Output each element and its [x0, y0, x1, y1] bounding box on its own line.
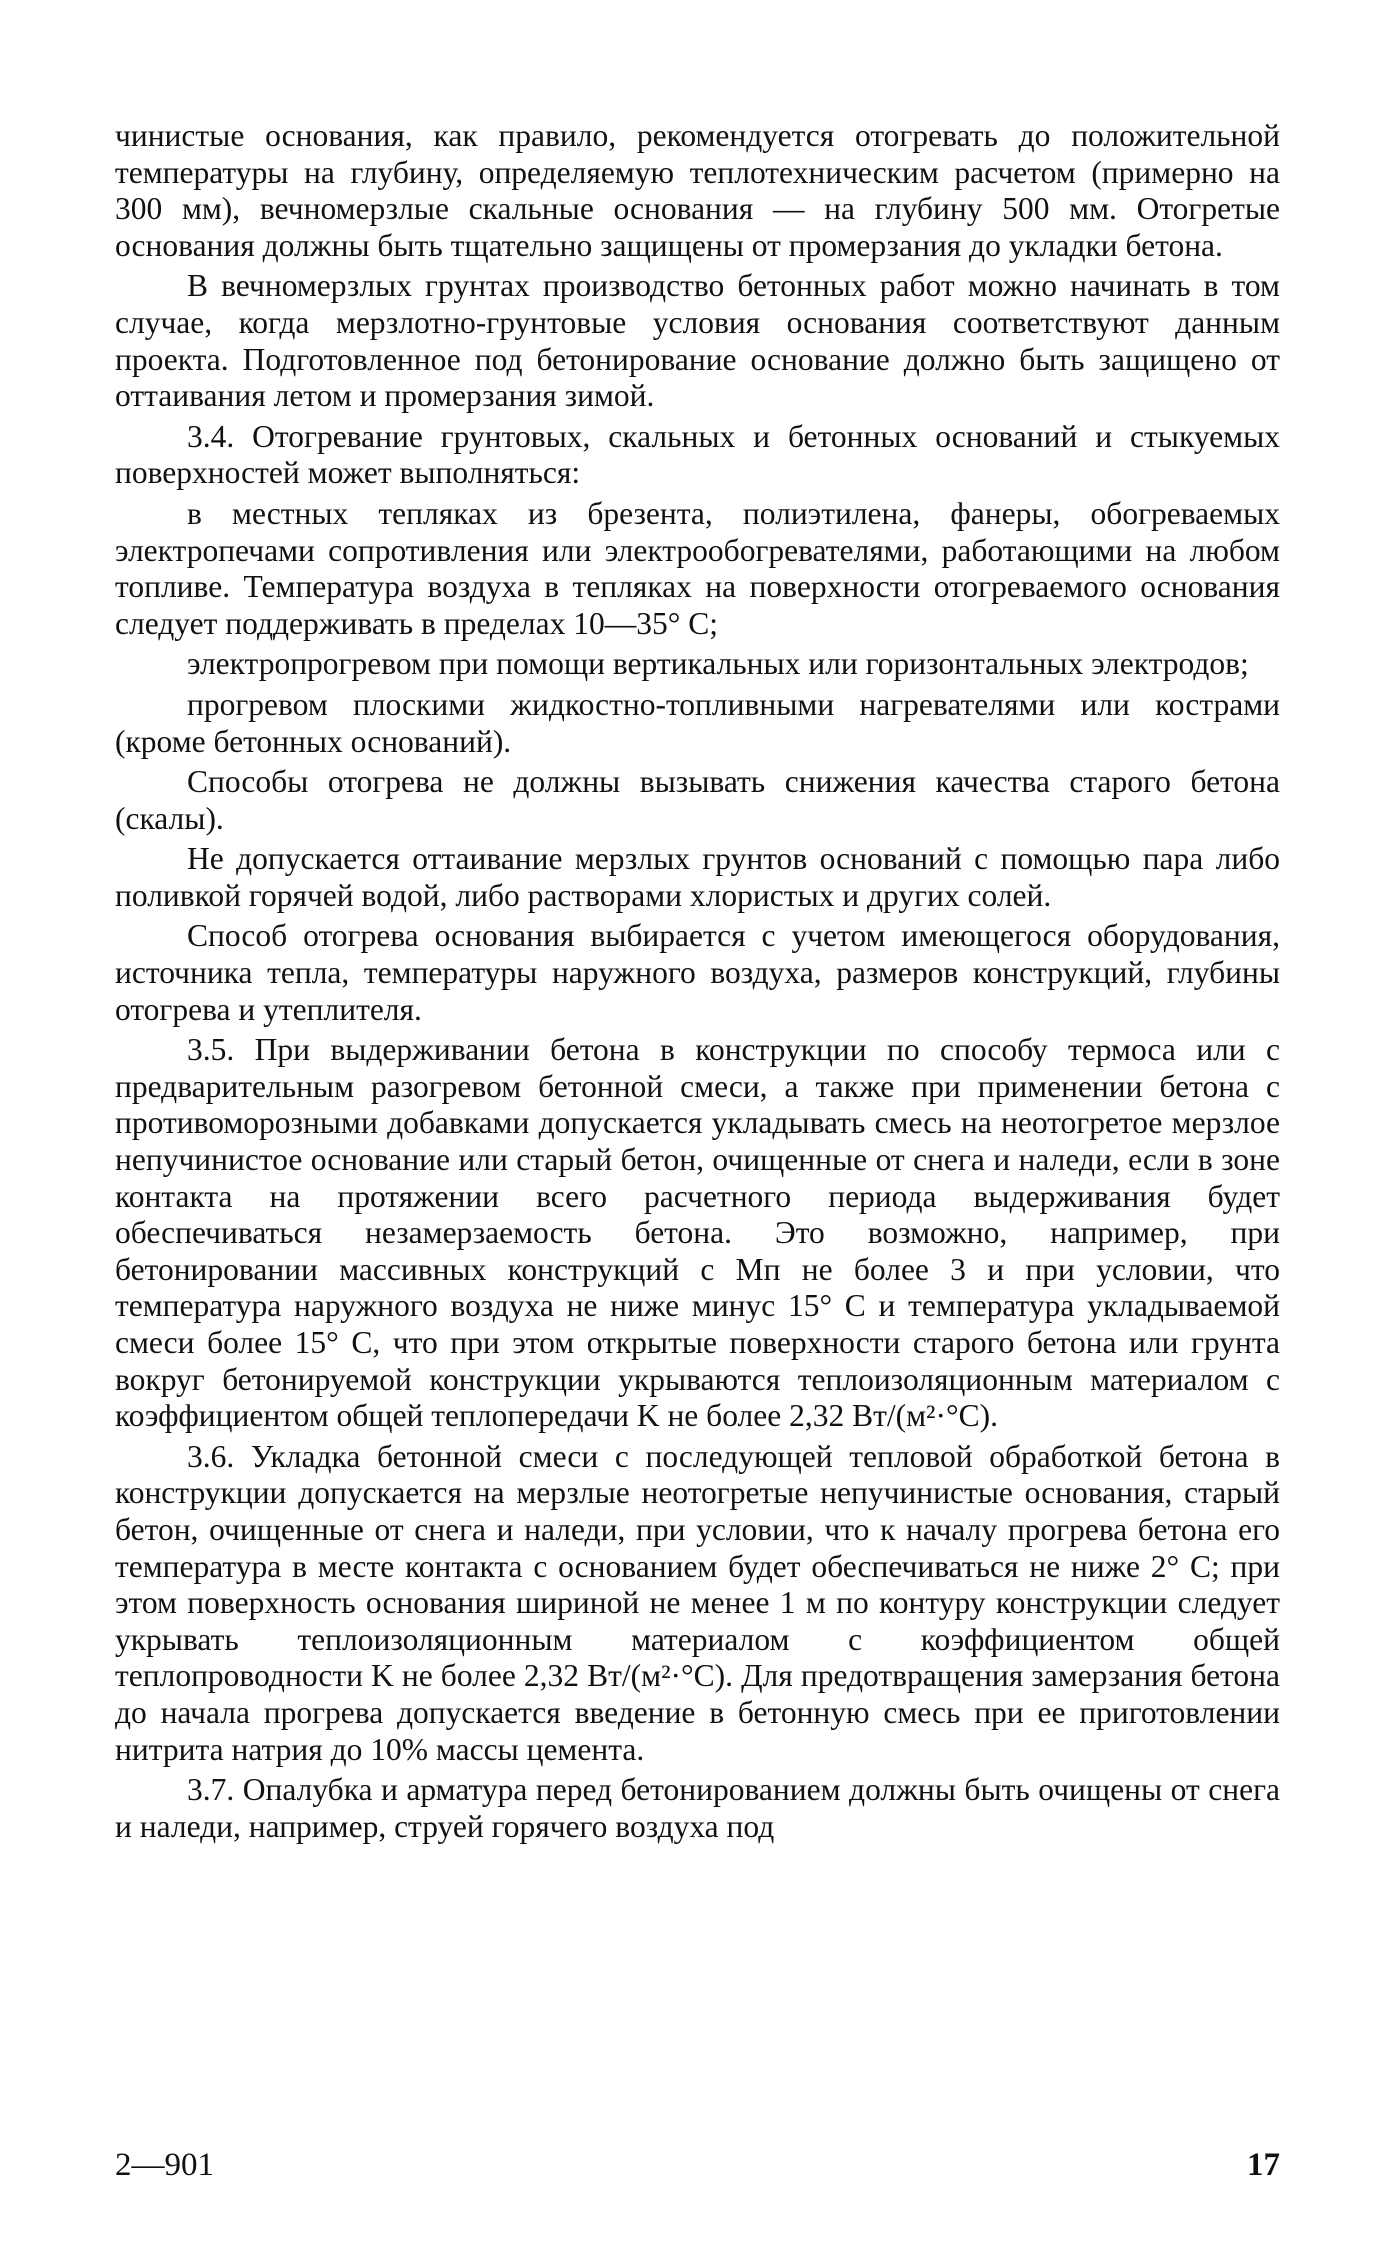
printer-signature: 2—901 — [115, 2147, 214, 2183]
paragraph: прогревом плоскими жидкостно-топливными нагревателями или кострами (кроме бетонных оснований). — [115, 686, 1280, 759]
paragraph: чинистые основания, как правило, рекомендуется отогревать до положительной температуры на глубину, определяемую теплотехническим расчетом (примерно на 300 мм), вечномерзлые скальные основания — на глубину 500 мм. Отогретые основания должны быть тщательно защищены от промерзания до укладки бетона. — [115, 118, 1280, 263]
paragraph: 3.4. Отогревание грунтовых, скальных и бетонных оснований и стыкуемых поверхностей может выполняться: — [115, 418, 1280, 491]
paragraph: электропрогревом при помощи вертикальных или горизонтальных электродов; — [187, 646, 1249, 682]
page-footer — [115, 2143, 1280, 2187]
paragraph: 3.5. При выдерживании бетона в конструкции по способу термоса или с предварительным разогревом бетонной смеси, а также при применении бетона с противоморозными добавками допускается укладывать смесь на неотогретое мерзлое непучинистое основание или старый бетон, очищенные от снега и наледи, если в зоне контакта на протяжении всего расчетного периода выдерживания будет обеспечиваться незамерзаемость бетона. Это возможно, например, при бетонировании массивных конструкций с Мп не более 3 и при условии, что температура наружного воздуха не ниже минус 15° С и температура укладываемой смеси более 15° С, что при этом открытые поверхности старого бетона или грунта вокруг бетонируемой конструкции укрываются теплоизоляционным материалом с коэффициентом общей теплопередачи K не более 2,32 Вт/(м²·°С). — [115, 1032, 1280, 1434]
paragraph: Способ отогрева основания выбирается с учетом имеющегося оборудования, источника тепла, температуры наружного воздуха, размеров конструкций, глубины отогрева и утеплителя. — [115, 918, 1280, 1027]
paragraph: Не допускается оттаивание мерзлых грунтов оснований с помощью пара либо поливкой горячей водой, либо растворами хлористых и других солей. — [115, 841, 1280, 913]
document-body — [115, 118, 1280, 1849]
paragraph: 3.6. Укладка бетонной смеси с последующей тепловой обработкой бетона в конструкции допускается на мерзлые неотогретые непучинистые основания, старый бетон, очищенные от снега и наледи, при условии, что к началу прогрева бетона его температура в месте контакта с основанием будет обеспечиваться не ниже 2° С; при этом поверхность основания шириной не менее 1 м по контуру конструкции следует укрывать теплоизоляционным материалом с коэффициентом общей теплопроводности K не более 2,32 Вт/(м²·°С). Для предотвращения замерзания бетона до начала прогрева допускается введение в бетонную смесь при ее приготовлении нитрита натрия до 10% массы цемента. — [115, 1438, 1280, 1767]
paragraph: В вечномерзлых грунтах производство бетонных работ можно начинать в том случае, когда мерзлотно-грунтовые условия основания соответствуют данным проекта. Подготовленное под бетонирование основание должно быть защищено от оттаивания летом и промерзания зимой. — [115, 268, 1280, 414]
page-number: 17 — [1247, 2147, 1280, 2183]
paragraph: в местных тепляках из брезента, полиэтилена, фанеры, обогреваемых электропечами сопротивления или электрообогревателями, работающими на любом топливе. Температура воздуха в тепляках на поверхности отогреваемого основания следует поддерживать в пределах 10—35° С; — [115, 495, 1280, 641]
paragraph: Способы отогрева не должны вызывать снижения качества старого бетона (скалы). — [115, 764, 1280, 836]
paragraph: 3.7. Опалубка и арматура перед бетонированием должны быть очищены от снега и наледи, например, струей горячего воздуха под — [115, 1772, 1280, 1844]
